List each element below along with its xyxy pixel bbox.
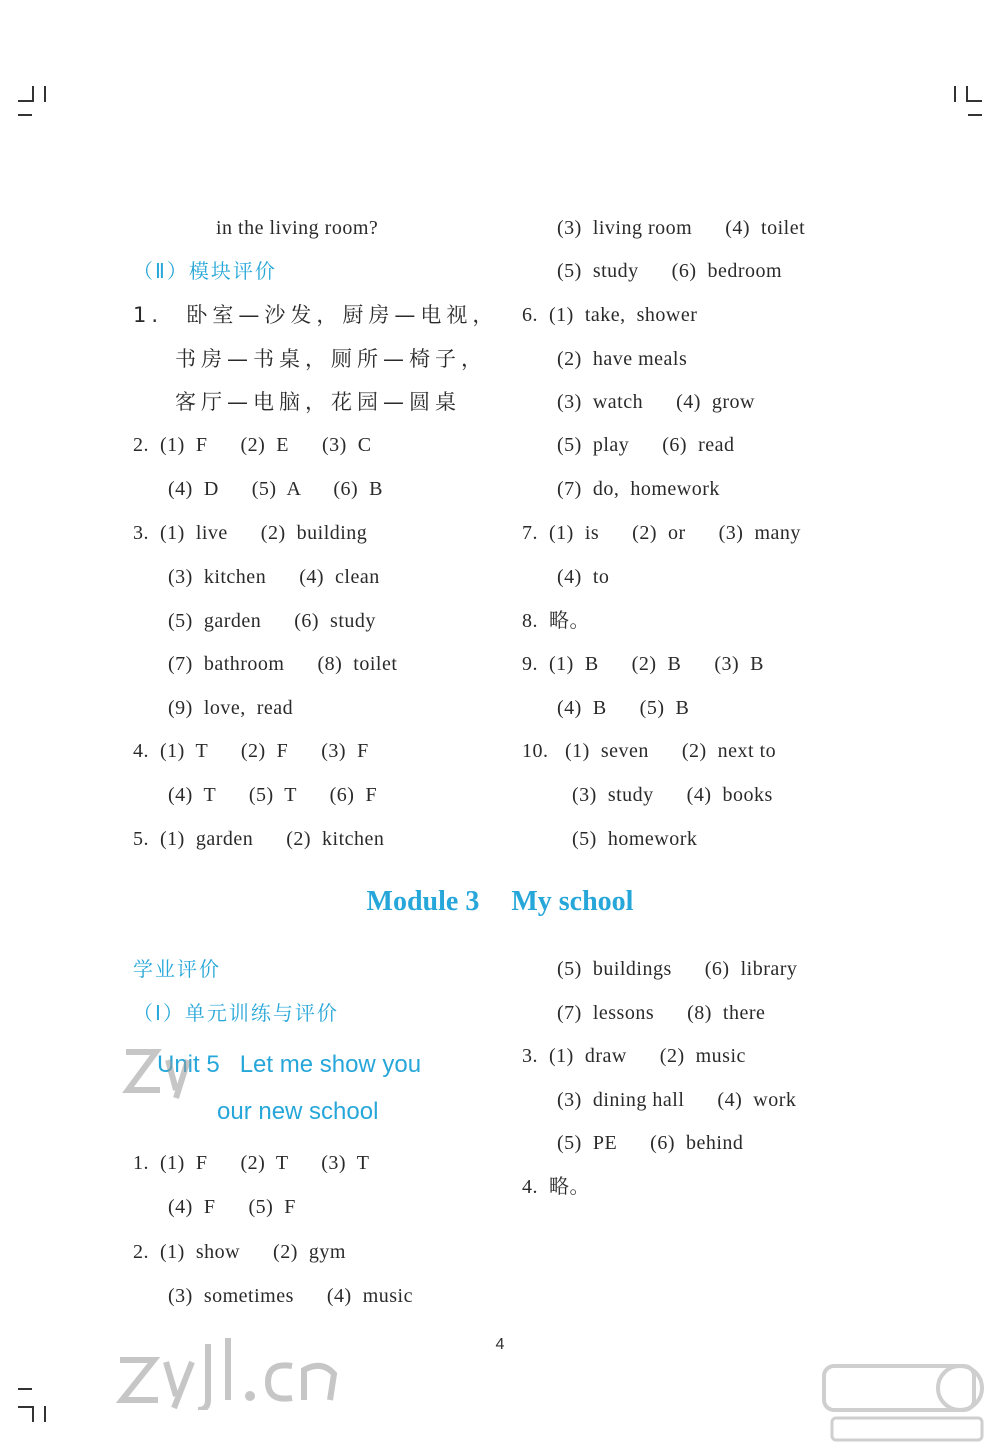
answer-line: (4) T (5) T (6) F: [168, 784, 378, 806]
module-number: Module 3: [366, 886, 480, 917]
crop-mark: [966, 86, 968, 102]
answer-line: (5) PE (6) behind: [557, 1132, 744, 1154]
crop-mark: [44, 1406, 46, 1422]
answer-line: (4) B (5) B: [557, 697, 690, 719]
watermark-logo: [118, 1040, 198, 1100]
answer-line: 1. (1) F (2) T (3) T: [133, 1152, 370, 1174]
answer-line: (5) study (6) bedroom: [557, 260, 783, 282]
answer-line: 2. (1) show (2) gym: [133, 1241, 346, 1263]
answer-line: (4) F (5) F: [168, 1196, 296, 1218]
section-heading: 学业评价: [133, 957, 221, 981]
section-heading: （Ⅰ）单元训练与评价: [133, 1001, 339, 1025]
unit-title-line1: Unit 5 Let me show you: [157, 1051, 422, 1078]
page-number: 4: [495, 1336, 505, 1353]
answer-line: 8. 略。: [522, 610, 590, 632]
answer-line: (7) bathroom (8) toilet: [168, 653, 398, 675]
answer-line: 1. 卧室—沙发，厨房—电视，: [133, 303, 499, 327]
answer-line: (3) kitchen (4) clean: [168, 566, 380, 588]
answer-line: 2. (1) F (2) E (3) C: [133, 434, 372, 456]
answer-line: 7. (1) is (2) or (3) many: [522, 522, 801, 544]
answer-line: 5. (1) garden (2) kitchen: [133, 828, 385, 850]
answer-line: (3) dining hall (4) work: [557, 1089, 797, 1111]
answer-line: 3. (1) live (2) building: [133, 522, 368, 544]
answer-line: 10. (1) seven (2) next to: [522, 740, 777, 762]
answer-line: (4) to: [557, 566, 610, 588]
answer-line: 客厅—电脑，花园—圆桌: [175, 390, 461, 414]
answer-line: (3) living room (4) toilet: [557, 217, 806, 239]
crop-mark: [18, 1388, 32, 1390]
answer-line: 3. (1) draw (2) music: [522, 1045, 746, 1067]
watermark-stamp: [820, 1360, 990, 1445]
answer-line: (5) buildings (6) library: [557, 958, 798, 980]
answer-line: 4. 略。: [522, 1176, 590, 1198]
module-name: My school: [511, 886, 634, 917]
answer-line: (3) sometimes (4) music: [168, 1285, 413, 1307]
section-heading: （Ⅱ）模块评价: [133, 259, 277, 283]
crop-mark: [954, 86, 956, 102]
answer-line: (7) do, homework: [557, 478, 720, 500]
watermark-logo: [112, 1330, 342, 1410]
crop-mark: [44, 86, 46, 102]
crop-mark: [32, 1406, 34, 1422]
answer-line: (4) D (5) A (6) B: [168, 478, 383, 500]
answer-line: (9) love, read: [168, 697, 294, 719]
answer-line: (2) have meals: [557, 348, 688, 370]
answer-line: in the living room?: [216, 217, 379, 239]
crop-mark: [32, 86, 34, 102]
crop-mark: [966, 100, 982, 102]
answer-line: (7) lessons (8) there: [557, 1002, 766, 1024]
answer-line: (3) watch (4) grow: [557, 391, 755, 413]
crop-mark: [968, 114, 982, 116]
answer-line: 6. (1) take, shower: [522, 304, 698, 326]
answer-line: (3) study (4) books: [572, 784, 773, 806]
answer-line: 9. (1) B (2) B (3) B: [522, 653, 764, 675]
answer-line: (5) homework: [572, 828, 698, 850]
unit-title-line2: our new school: [217, 1098, 379, 1125]
answer-line: 书房—书桌，厕所—椅子，: [175, 347, 487, 371]
answer-line: (5) play (6) read: [557, 434, 735, 456]
module-heading: [0, 886, 1000, 918]
answer-line: (5) garden (6) study: [168, 610, 376, 632]
answer-line: 4. (1) T (2) F (3) F: [133, 740, 369, 762]
crop-mark: [18, 114, 32, 116]
